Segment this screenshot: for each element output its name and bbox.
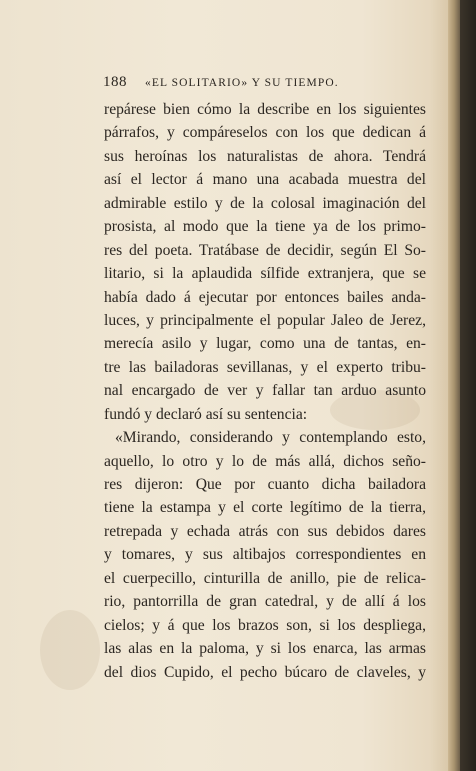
- text-line: del dios Cupido, el pecho búcaro de claveles, y: [104, 663, 426, 681]
- text-line: admirable estilo y de la colosal imaginación del: [104, 194, 426, 212]
- text-line: prosista, al modo que la tiene ya de los primo-: [104, 218, 426, 236]
- text-line: tre las bailadoras sevillanas, y el experto tribu-: [104, 358, 426, 376]
- text-line: nal encargado de ver y fallar tan arduo asunto: [104, 382, 426, 400]
- text-line: repárese bien cómo la describe en los siguientes: [104, 101, 426, 118]
- text-line: retrepada y echada atrás con sus debidos dares: [104, 522, 426, 540]
- text-line: rio, pantorrilla de gran catedral, y de allí á los: [104, 593, 426, 611]
- page-edge: [448, 0, 460, 771]
- text-line: tiene la estampa y el corte legítimo de la tierra,: [104, 499, 426, 517]
- text-line: había dado á ejecutar por entonces bailes anda-: [104, 288, 426, 306]
- text-line: merecía asilo y lugar, como una de tantas, en-: [104, 335, 426, 353]
- text-line: res del poeta. Tratábase de decidir, según El So-: [104, 241, 426, 259]
- text-line: las alas en la paloma, y si los enarca, las armas: [104, 640, 426, 658]
- running-title: «EL SOLITARIO» Y SU TIEMPO.: [145, 77, 339, 89]
- body-text: [104, 98, 426, 684]
- page-header: [103, 73, 433, 95]
- text-line: el cuerpecillo, cinturilla de anillo, pie de relica-: [104, 569, 426, 587]
- text-line: «Mirando, considerando y contemplando esto,: [115, 429, 426, 447]
- text-line: res dijeron: Que por cuanto dicha bailadora: [104, 476, 426, 493]
- text-line: aquello, lo otro y lo de más allá, dichos seño-: [104, 452, 426, 470]
- page-number: 188: [103, 74, 127, 90]
- text-line: luces, y principalmente el popular Jaleo de Jerez,: [104, 311, 426, 329]
- paper-stain: [40, 610, 100, 690]
- text-line: y tomares, y sus altibajos correspondientes en: [104, 546, 426, 564]
- text-line: litario, si la aplaudida sílfide extranjera, que se: [104, 265, 426, 283]
- book-gutter: [460, 0, 476, 771]
- text-line: párrafos, y compáreselos con los que dedican á: [104, 124, 426, 142]
- text-line: fundó y declaró así su sentencia:: [104, 405, 308, 423]
- text-line: sus heroínas los naturalistas de ahora. Tendrá: [104, 147, 426, 165]
- text-line: cielos; y á que los brazos son, si los despliega,: [104, 616, 426, 634]
- text-line: así el lector á mano una acabada muestra del: [104, 171, 426, 189]
